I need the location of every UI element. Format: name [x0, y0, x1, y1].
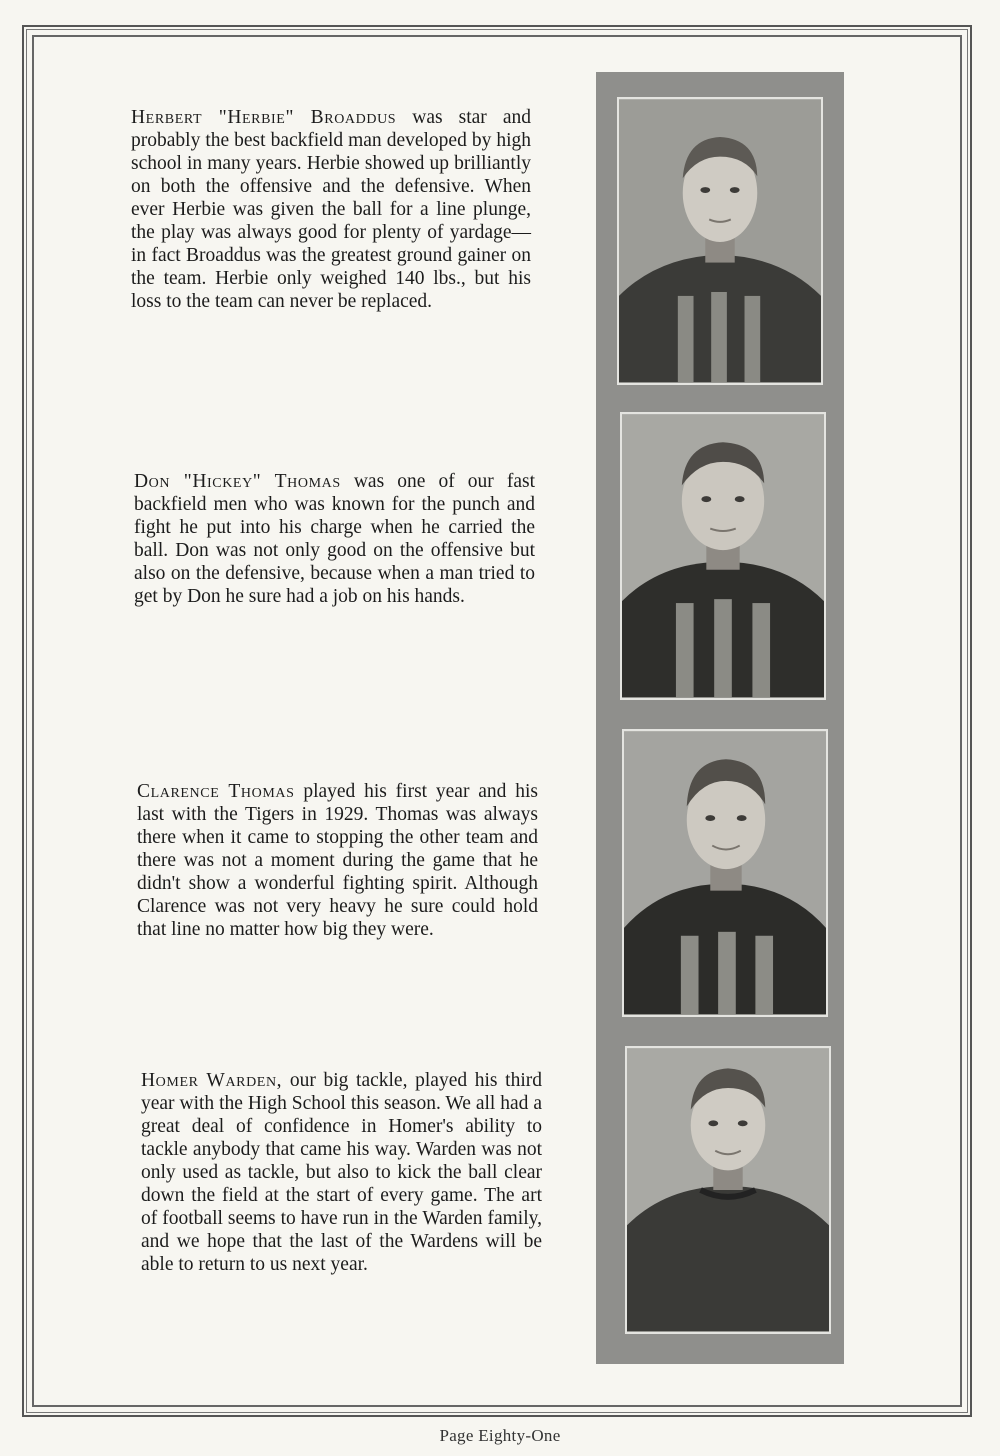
player-photo-3: [622, 729, 828, 1017]
player-portrait-graphic: [622, 414, 824, 698]
photo-strip: [596, 72, 844, 1364]
player-photo-1: [617, 97, 823, 385]
player-name: Don "Hickey" Thomas: [134, 471, 341, 492]
player-photo-4: [625, 1046, 831, 1334]
player-portrait-graphic: [619, 99, 821, 383]
player-photo-2: [620, 412, 826, 700]
player-bio-1: [131, 106, 531, 313]
player-portrait-graphic: [627, 1048, 829, 1332]
player-name: Clarence Thomas: [137, 781, 295, 802]
player-bio-3: [137, 780, 538, 941]
player-description: played his first year and his last with the Tigers in 1929. Thomas was always there when it came to stopping the other team and there was not a moment during the game that he didn't show a wonderful fighting spirit. Although Clarence was not very heavy he sure could hold that line no matter how big they were.: [137, 781, 538, 940]
player-description: was one of our fast backfield men who was known for the punch and fight he put into his charge when he carried the ball. Don was not only good on the offensive but also on the defensive, because when a man tried to get by Don he sure had a job on his hands.: [134, 471, 535, 607]
player-bio-4: [141, 1069, 542, 1276]
player-bio-2: [134, 470, 535, 608]
player-description: was star and probably the best backfield man developed by high school in many years. Herbie showed up brilliantly on both the offensive and the defensive. When ever Herbie was given the ball for a line plunge, the play was always good for plenty of yardage—in fact Broaddus was the greatest ground gainer on the team. Herbie only weighed 140 lbs., but his loss to the team can never be replaced.: [131, 107, 531, 312]
player-portrait-graphic: [624, 731, 826, 1015]
player-description: our big tackle, played his third year with the High School this season. We all had a great deal of confidence in Homer's ability to tackle anybody that came his way. Warden was not only used as tackle, but also to kick the ball clear down the field at the start of every game. The art of football seems to have run in the Warden family, and we hope that the last of the Wardens will be able to return to us next year.: [141, 1070, 543, 1275]
page-number: Page Eighty-One: [439, 1426, 561, 1445]
player-name: Herbert "Herbie" Broaddus: [131, 107, 397, 128]
player-name: Homer Warden,: [141, 1070, 283, 1091]
